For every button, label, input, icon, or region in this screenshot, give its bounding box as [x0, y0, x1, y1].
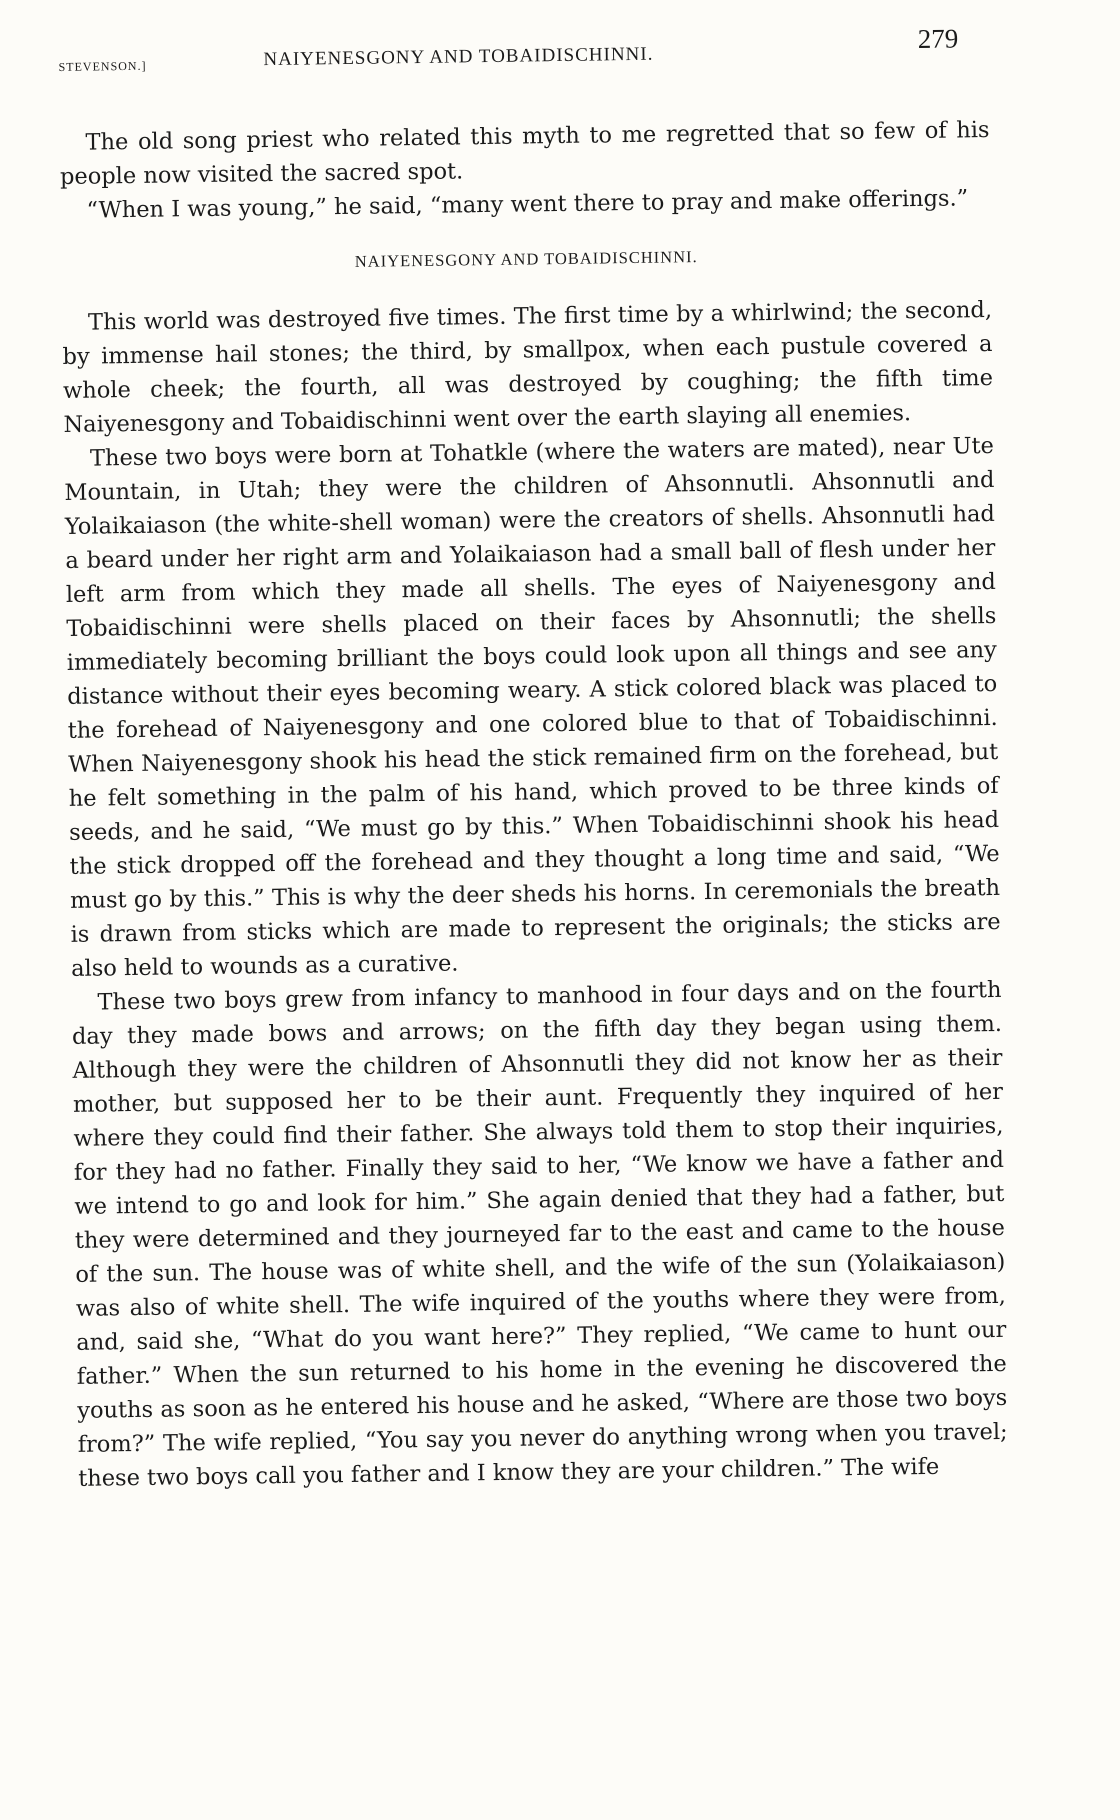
paragraph: These two boys were born at Tohatkle (where the waters are mated), near Ute Mountain, in Utah; they were the children of Ahsonnutli. Ahsonnutli and Yolaikaiason (the white-shell woman) were the creators of shells. Ahsonnutli had a beard under her right arm and Yolaikaiason had a small ball of flesh under her left arm from which they made all shells. The eyes of Naiyenesgony and Tobaidischinni were shells placed on their faces by Ahsonnutli; the shells immediately becoming brilliant the boys could look upon all things and see any distance without their eyes becoming weary. A stick colored black was placed to the forehead of Naiyenesgony and one colored blue to that of Tobaidischinni. When Naiyenesgony shook his head the stick remained firm on the forehead, but he felt something in the palm of his hand, which proved to be three kinds of seeds, and he said, “We must go by this.” When Tobaidischinni shook his head the stick dropped off the forehead and they thought a long time and said, “We must go by this.” This is why the deer sheds his horns. In ceremonials the breath is drawn from sticks which are made to represent the originals; the sticks are also held to wounds as a curative.	[64, 432, 1001, 982]
section-title: NAIYENESGONY AND TOBAIDISCHINNI.	[354, 247, 698, 271]
author-header: STEVENSON.]	[58, 58, 147, 74]
page-body	[59, 113, 1008, 1496]
running-head	[58, 17, 989, 88]
book-page	[58, 17, 1012, 1790]
paragraph: These two boys grew from infancy to manhood in four days and on the fourth day they made bows and arrows; on the fifth day they began using them. Although they were the children of Ahsonnutli they did not know her as their mother, but supposed her to be their aunt. Frequently they inquired of her where they could find their father. She always told them to stop their inquiries, for they had no father. Finally they said to her, “We know we have a father and we intend to go and look for him.” She again denied that they had a father, but they were determined and they journeyed far to the east and came to the house of the sun. The house was of white shell, and the wife of the sun (Yolaikaiason) was also of white shell. The wife inquired of the youths where they were from, and, said she, “What do you want here?” They replied, “We came to hunt our father.” When the sun returned to his home in the evening he discovered the youths as soon as he entered his house and he asked, “Where are those two boys from?” The wife replied, “You say you never do anything wrong when you travel; these two boys call you father and I know they are your children.” The wife	[71, 976, 1008, 1492]
intro-paragraph: The old song priest who related this myth to me regretted that so few of his people now visited the sacred spot.	[59, 117, 990, 190]
paragraph: This world was destroyed five times. The first time by a whirlwind; the second, by immense hail stones; the third, by smallpox, when each pustule covered a whole cheek; the fourth, all was destroyed by coughing; the fifth time Naiyenesgony and Tobaidischinni went over the earth slaying all enemies.	[62, 296, 994, 438]
intro-paragraph: “When I was young,” he said, “many went there to pray and make offerings.”	[86, 185, 969, 224]
page-number: 279	[917, 23, 959, 54]
header-title: NAIYENESGONY AND TOBAIDISCHINNI.	[263, 43, 654, 71]
